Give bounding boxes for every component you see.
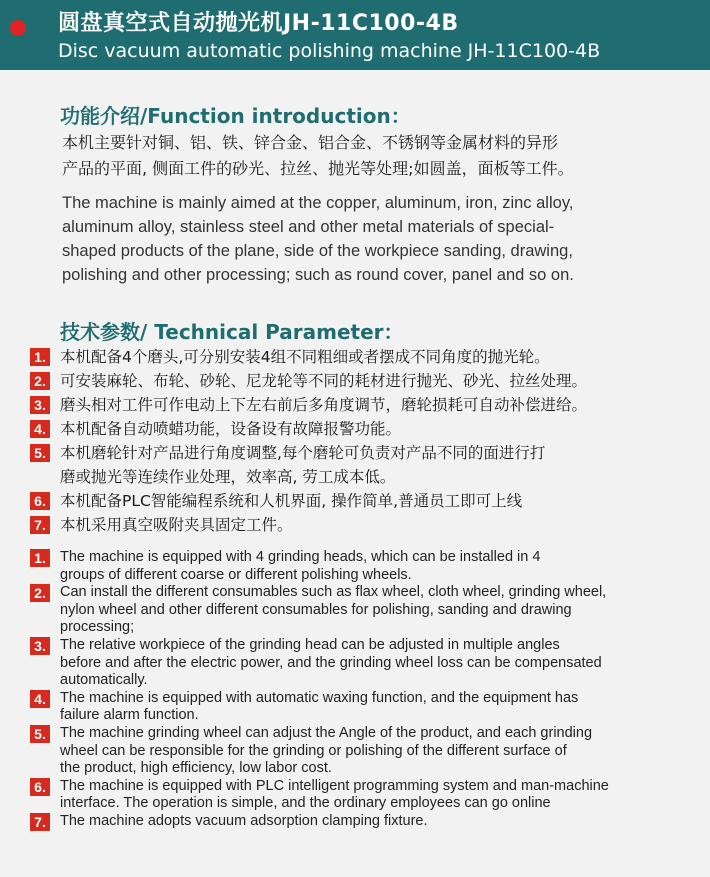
list-item	[30, 345, 587, 369]
item-text: processing;	[60, 619, 135, 636]
number-badge: 7.	[30, 516, 50, 534]
intro-en-line: The machine is mainly aimed at the copper, aluminum, iron, zinc alloy,	[62, 194, 574, 212]
number-badge: 1.	[30, 549, 50, 567]
list-item	[30, 725, 609, 778]
technical-parameter-heading: 技术参数/ Technical Parameter：	[60, 320, 404, 344]
item-text: 本机配备PLC智能编程系统和人机界面, 操作简单,普通员工即可上线	[60, 492, 523, 510]
item-text: 本机配备自动喷蜡功能，设备设有故障报警功能。	[60, 420, 402, 438]
list-item	[30, 813, 609, 831]
list-item	[30, 393, 587, 417]
list-item	[30, 441, 587, 489]
item-text: Can install the different consumables such as flax wheel, cloth wheel, grinding wheel,	[60, 584, 607, 601]
function-intro-chinese	[62, 130, 682, 182]
number-badge: 3.	[30, 637, 50, 655]
item-text: 本机配备4个磨头,可分别安装4组不同粗细或者摆成不同角度的抛光轮。	[60, 348, 550, 366]
list-item	[30, 513, 587, 537]
function-intro-english	[62, 191, 692, 287]
item-text: nylon wheel and other different consumables for polishing, sanding and drawing	[60, 601, 572, 618]
item-text: The relative workpiece of the grinding head can be adjusted in multiple angles	[60, 636, 560, 653]
intro-en-line: aluminum alloy, stainless steel and other metal materials of special-	[62, 218, 555, 236]
item-text: 磨或抛光等连续作业处理，效率高, 劳工成本低。	[60, 468, 396, 486]
item-text: before and after the electric power, and the grinding wheel loss can be compensated	[60, 654, 602, 671]
number-badge: 6.	[30, 492, 50, 510]
function-intro-heading: 功能介绍/Function introduction：	[60, 104, 411, 128]
number-badge: 7.	[30, 813, 50, 831]
list-item	[30, 637, 609, 690]
list-item	[30, 549, 609, 584]
number-badge: 4.	[30, 690, 50, 708]
header-banner	[0, 0, 710, 70]
intro-en-line: polishing and other processing; such as round cover, panel and so on.	[62, 266, 574, 284]
title-english: Disc vacuum automatic polishing machine JH-11C100-4B	[58, 40, 601, 62]
item-text: 本机磨轮针对产品进行角度调整,每个磨轮可负责对产品不同的面进行打	[60, 444, 546, 462]
list-item	[30, 417, 587, 441]
number-badge: 1.	[30, 348, 50, 366]
list-item	[30, 369, 587, 393]
number-badge: 2.	[30, 372, 50, 390]
list-item	[30, 690, 609, 725]
number-badge: 6.	[30, 778, 50, 796]
red-dot-icon	[10, 20, 26, 36]
number-badge: 2.	[30, 584, 50, 602]
title-chinese: 圆盘真空式自动抛光机JH-11C100-4B	[58, 11, 459, 36]
technical-list-chinese	[30, 345, 587, 537]
item-text: failure alarm function.	[60, 707, 199, 724]
number-badge: 5.	[30, 725, 50, 743]
item-text: The machine adopts vacuum adsorption clamping fixture.	[60, 812, 428, 829]
item-text: automatically.	[60, 672, 148, 689]
number-badge: 4.	[30, 420, 50, 438]
number-badge: 3.	[30, 396, 50, 414]
item-text: interface. The operation is simple, and the ordinary employees can go online	[60, 795, 551, 812]
item-text: the product, high efficiency, low labor cost.	[60, 760, 332, 777]
item-text: The machine is equipped with 4 grinding heads, which can be installed in 4	[60, 549, 541, 565]
item-text: The machine grinding wheel can adjust the Angle of the product, and each grinding	[60, 724, 593, 741]
item-text: 本机采用真空吸附夹具固定工件。	[60, 516, 293, 534]
item-text: 磨头相对工件可作电动上下左右前后多角度调节，磨轮损耗可自动补偿进给。	[60, 396, 588, 414]
technical-list-english	[30, 549, 609, 831]
item-text: The machine is equipped with automatic waxing function, and the equipment has	[60, 689, 579, 706]
intro-en-line: shaped products of the plane, side of the workpiece sanding, drawing,	[62, 242, 573, 260]
item-text: 可安装麻轮、布轮、砂轮、尼龙轮等不同的耗材进行抛光、砂光、拉丝处理。	[60, 372, 588, 390]
number-badge: 5.	[30, 444, 50, 462]
item-text: The machine is equipped with PLC intelligent programming system and man-machine	[60, 777, 609, 794]
item-text: groups of different coarse or different polishing wheels.	[60, 566, 412, 583]
intro-zh-line: 本机主要针对铜、铝、铁、锌合金、铝合金、不锈钢等金属材料的异形	[62, 133, 559, 152]
list-item	[30, 778, 609, 813]
item-text: wheel can be responsible for the grinding or polishing of the different surface of	[60, 742, 567, 759]
list-item	[30, 489, 587, 513]
intro-zh-line: 产品的平面, 侧面工件的砂光、拉丝、抛光等处理;如圆盖，面板等工件。	[62, 159, 574, 178]
list-item	[30, 584, 609, 637]
